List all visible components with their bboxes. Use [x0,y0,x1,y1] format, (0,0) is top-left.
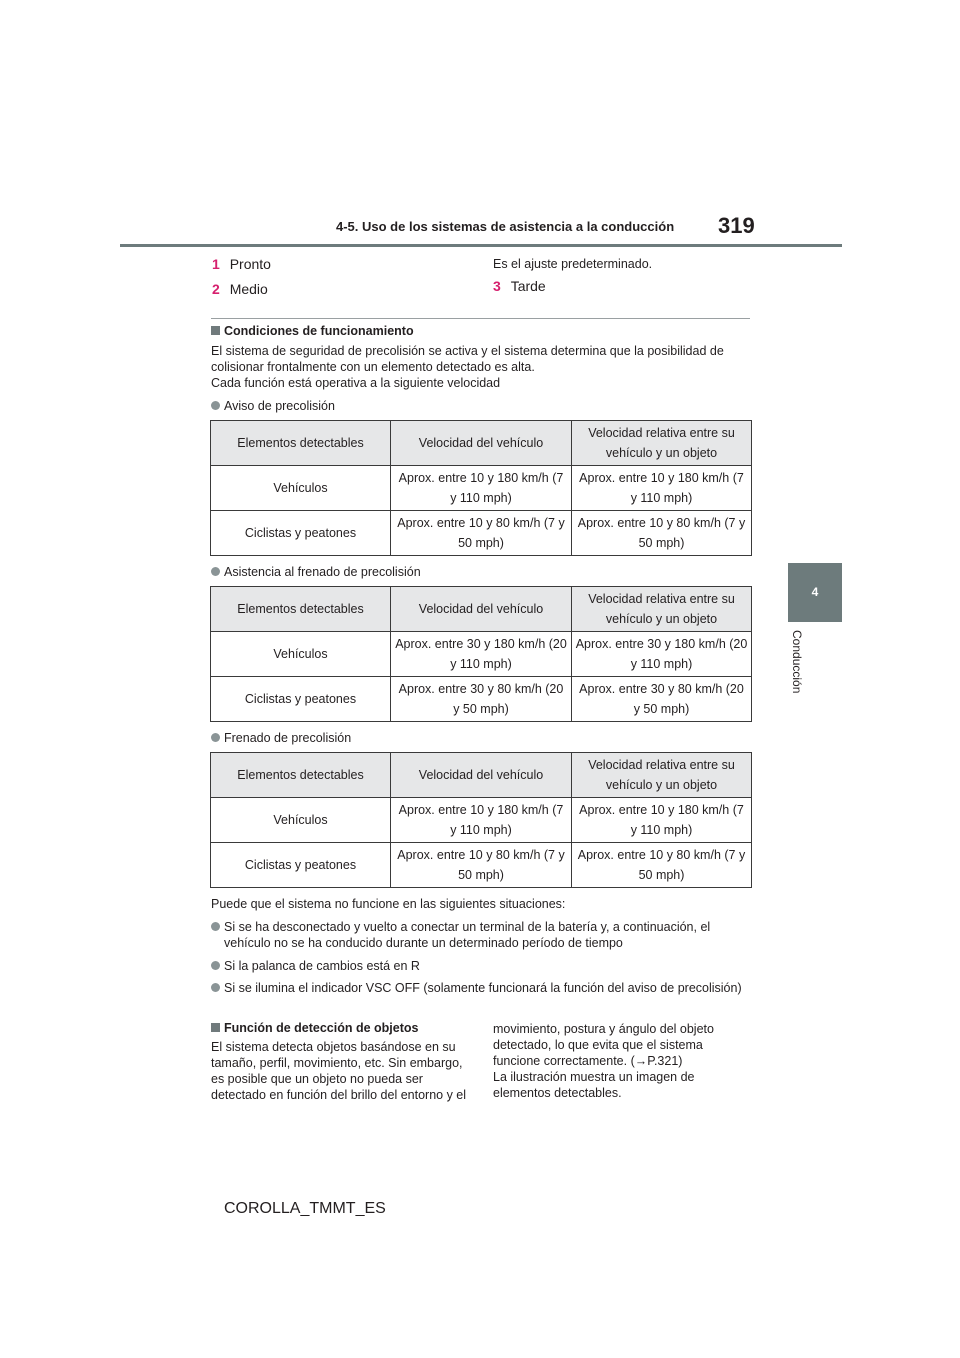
situation-item: Si la palanca de cambios está en R [211,958,751,974]
square-bullet-icon [211,326,220,335]
circle-bullet-icon [211,567,220,576]
table-header-row: Elementos detectables Velocidad del vehículo Velocidad relativa entre su vehículo y un objeto [211,421,752,466]
detection-text-left: El sistema detecta objetos basándose en su tamaño, perfil, movimiento, etc. Sin embargo, es posible que un objeto no pueda ser detectado en función del brillo del entorno y el [211,1040,467,1102]
option-3 [493,278,546,294]
chapter-label: Conducción [790,630,804,694]
circle-bullet-icon [211,961,220,970]
option-number: 2 [212,281,220,297]
option-number: 3 [493,278,501,294]
section-divider [211,318,750,319]
spec-table-frenado [210,752,752,888]
square-bullet-icon [211,1023,220,1032]
circle-bullet-icon [211,733,220,742]
detection-text-right: movimiento, postura y ángulo del objeto detectado, lo que evita que el sistema funcione correctamente. (→P.321) La ilustración muestra un imagen de elementos detectables. [493,1022,714,1100]
section-heading: 4-5. Uso de los sistemas de asistencia a la conducción [336,219,675,234]
table-row: Vehículos Aprox. entre 10 y 180 km/h (7 y 110 mph) Aprox. entre 10 y 180 km/h (7 y 110 mph) [211,798,752,843]
conditions-text: El sistema de seguridad de precolisión se activa y el sistema determina que la posibilidad de colisionar frontalmente con un elemento detectado es alta. Cada función está operativa a la siguiente velocidad [211,344,724,390]
circle-bullet-icon [211,401,220,410]
option-label: Tarde [510,278,546,294]
circle-bullet-icon [211,922,220,931]
option-label: Pronto [229,256,271,272]
circle-bullet-icon [211,983,220,992]
table-row: Ciclistas y peatones Aprox. entre 10 y 80 km/h (7 y 50 mph) Aprox. entre 10 y 80 km/h (7 y 50 mph) [211,511,752,556]
table-1-title: Aviso de precolisión [211,398,335,414]
table-row: Vehículos Aprox. entre 30 y 180 km/h (20 y 110 mph) Aprox. entre 30 y 180 km/h (20 y 110 mph) [211,632,752,677]
table-header-row: Elementos detectables Velocidad del vehículo Velocidad relativa entre su vehículo y un objeto [211,753,752,798]
table-row: Vehículos Aprox. entre 10 y 180 km/h (7 y 110 mph) Aprox. entre 10 y 180 km/h (7 y 110 mph) [211,466,752,511]
table-row: Ciclistas y peatones Aprox. entre 10 y 80 km/h (7 y 50 mph) Aprox. entre 10 y 80 km/h (7 y 50 mph) [211,843,752,888]
spec-table-aviso [210,420,752,556]
situation-item: Si se ilumina el indicador VSC OFF (solamente funcionará la función del aviso de precolisión) [211,980,751,996]
default-note: Es el ajuste predeterminado. [493,257,653,271]
table-3-title: Frenado de precolisión [211,730,351,746]
option-label: Medio [229,281,268,297]
footer-code: COROLLA_TMMT_ES [224,1200,386,1217]
conditions-heading: Condiciones de funcionamiento [211,324,414,338]
option-number: 1 [212,256,220,272]
table-2-title: Asistencia al frenado de precolisión [211,564,421,580]
spec-table-asistencia [210,586,752,722]
table-header-row: Elementos detectables Velocidad del vehículo Velocidad relativa entre su vehículo y un objeto [211,587,752,632]
detection-heading: Función de detección de objetos [211,1021,418,1035]
chapter-tab: 4 [788,563,842,622]
option-1 [212,256,271,272]
page-number: 319 [718,213,755,238]
situation-item: Si se ha desconectado y vuelto a conectar un terminal de la batería y, a continuación, el vehículo no se ha conducido durante un determinado período de tiempo [211,919,751,951]
situations-intro: Puede que el sistema no funcione en las siguientes situaciones: [211,897,566,911]
table-row: Ciclistas y peatones Aprox. entre 30 y 80 km/h (20 y 50 mph) Aprox. entre 30 y 80 km/h (20 y 50 mph) [211,677,752,722]
header-rule [120,244,842,247]
option-2 [212,281,268,297]
